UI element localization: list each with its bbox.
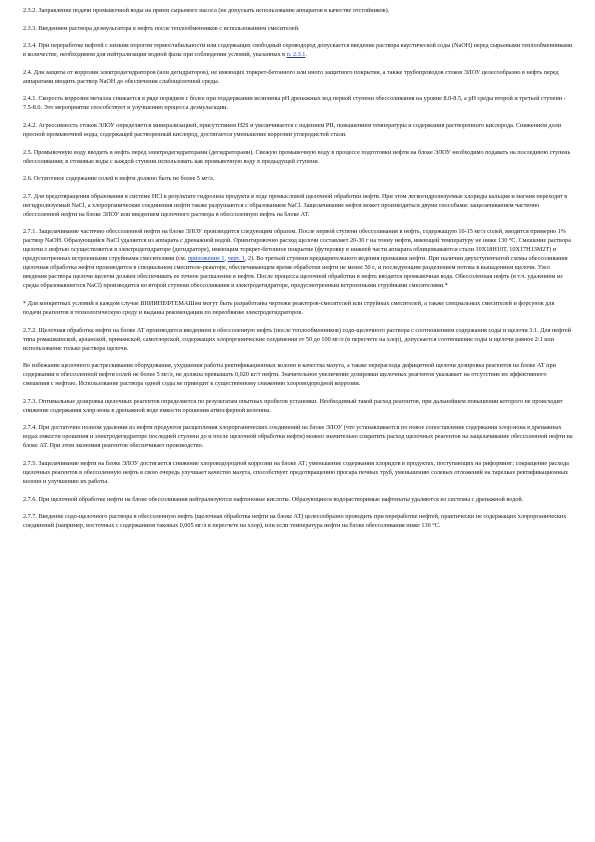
paragraph-text: 2.3.3. Введением раствора деэмульгатора в нефть после теплообменников с использованием смесителей.	[23, 24, 300, 32]
paragraph-text: 2.4.1. Скорость коррозии металла снижается в ряде порядков с более при поддержании величины pH дренажных вод первой ступени обессоливания на уровне 8.0-8.5, а pH среды второй и третьей ступени - 7.5-8.0. Это мероприятие способствует и улучшению процесса деэмульгации.	[23, 95, 566, 112]
cross-reference-link[interactable]: п. 2.3.1	[286, 51, 306, 59]
cross-reference-link[interactable]: черт. 1	[227, 255, 245, 263]
paragraph	[23, 423, 573, 450]
paragraph	[23, 121, 573, 139]
paragraph-text: 2.7.1. Защелачивание частично обессоленной нефти на блоке ЭЛОУ производится следующим образом. После первой ступени обессоливания в нефть, содержащую 10-15 мг/л солей, вводится примерно 1% раствор NaOH. Образующийся NaCl удаляется из аппарата с дренажной водой. Ориентировочно расход щелочи составляет 20-30 г на тонну нефти, имеющей температуру не ниже 130 °С. Смешение раствора щелочи с нефтью осуществляется в электродегидраторе (дегидраторе), имеющим торкрет-бетонное покрытие (футеровку в нижней части аппарата облицовываются стали 10Х18Н10Т, 10Х17Н13М2Т) и предусмотренных встроенными струйными смесителями (см.	[23, 228, 571, 263]
paragraph-text: 2.4.2. Агрессивность стоков ЭЛОУ определяется минерализацией, присутствием H2S и увеличивается с падением PH, повышением температуры и содержания растворенного кислорода. Снижением доли пресной промывочной воды, содержащей растворенный кислород, достигается уменьшение коррозии углеродистой стали.	[23, 121, 562, 138]
paragraph	[23, 6, 573, 15]
paragraph-text: 2.7.7. Введение содо-щелочного раствора в обессоленную нефть (щелочная обработка нефти на блоке АТ) целесообразно проводить при переработке нефтей, практически не содержащих хлорорганических соединений (например, восточных с содержанием таковых 0,005 мг/л в пересчете на хлор), или если температура нефти на блоке обессоливания ниже 130 °С.	[23, 513, 567, 530]
paragraph-text: .	[305, 51, 307, 59]
paragraph-text: ,	[224, 255, 228, 263]
paragraph	[23, 459, 573, 486]
paragraph-text: Во избежание щелочного растрескивания оборудования, ухудшения работы ректификационных колонн и качества мазута, а также перерасхода дефицитной щелочи дозировка реагентов на блоке АТ при содержании в обессоленной нефти солей не более 5 мг/л, не должна превышать 0,020 кг/т нефти. Значительное увеличение дозировки щелочных реагентов указывает на отсутствие их эффективного смешения с нефтью. Использование раствора одной соды не приводит к существенному снижению хлороводородной коррозии.	[23, 362, 556, 388]
paragraph	[23, 512, 573, 530]
paragraph	[23, 24, 573, 33]
paragraph	[23, 192, 573, 219]
paragraph-text: 2.4. Для защиты от коррозии электродегидраторов (или дегидраторов), не имеющих торкрет-бетонного или иного защитного покрытия, а также трубопроводов стоков ЭЛОУ целесообразно в нефть перед аппаратами вводить раствор NaOH до обеспечения слабощелочной среды.	[23, 68, 559, 85]
paragraph-text: 2.7. Для предотвращения образования в системе HCl в результате гидролиза продукта в ходе промысловой щелочной обработки нефти. При этом легкогидролизуемые хлориды кальция и магния переходят в негидролизуемый NaCl, а хлорорганические соединения нефти также разрушаются с образованием NaCl. Защелачивание нефти может производиться двумя способами: защелачиванием частично обессоленной нефти на блоке ЭЛОУ или введением щелочного раствора в обессоленную нефть на блоке АТ.	[23, 192, 568, 218]
paragraph-text: 2.7.2. Щелочная обработка нефти на блоке АТ производится введением в обессоленную нефть (после теплообменников) содо-щелочного раствора с соотношением содержания соды и щелочи 3:1. Для нефтей типа ромашкинской, арланской, приманской, самотлорской, содержащих хлорорганические соединения от 50 до 100 мг/л (в пересчете на хлор), допускается соотношение соды и щелочи равное 2:1 или использование только раствора щелочи.	[23, 326, 571, 352]
paragraph-text: * Для конкретных условий в каждом случае ВНИИНЕФТЕМАШем могут быть разработаны чертежи реакторов-смесителей или струйных смесителей, а также специальных смесителей и форсунок для подачи реагентов в технологическую среду и выданы рекомендации по переобвязке электродегидраторов.	[23, 299, 555, 316]
paragraph-text: 2.6. Остаточное содержание солей в нефти должно быть не более 5 мг/л.	[23, 175, 215, 183]
document-body	[23, 6, 573, 539]
paragraph	[23, 68, 573, 86]
paragraph-text: 2.7.4. При достаточно полном удалении из нефти продуктов расщепления хлорорганических соединений на блоке ЭЛОУ (что устанавливается по новое сопоставление содержания хлор-иона в дренажных водах емкости орошения и электродегидраторе последней ступени до и после щелочной обработки нефти) можно значительно сократить расход щелочных реагентов на защелачивание обессоленной нефти на блоке АТ. При этом экономия реагентов обеспечивает производство.	[23, 424, 573, 450]
paragraph-text: 2.7.3. Оптимальные дозировка щелочных реагентов определяется по результатам опытных пробегов установки. Необходимый такой расход реагентов, при дальнейшем повышении которого не происходит снижение содержания хлор-иона в дренажной воде емкости орошения атмосферной колонны.	[23, 397, 563, 414]
paragraph	[23, 326, 573, 353]
paragraph	[23, 148, 573, 166]
paragraph	[23, 495, 573, 504]
paragraph-text: , 2). Во третьей ступени предварительного ведения промывки нефти. При наличии двухступенчатой схемы обессоливания щелочная обработка нефти производится в специальном смесителе-реакторе, обеспечивающем время обработки нефти не менее 50 с, и последующим разделением потока в выпадением щелочи. Узел введения раствора щелочи щелочи должен обеспечивать ее точное распыление в нефти. После процесса щелочной обработки в нефть вводится промывочная вода. Обессоленная нефть (в т.ч. удалением из среды образовавшегося NaCl) производится во второй ступени обессоливания в электродегидраторе, предусмотренным встроенными струйными смесителями.*	[23, 255, 568, 290]
paragraph	[23, 227, 573, 290]
paragraph	[23, 299, 573, 317]
paragraph	[23, 41, 573, 59]
cross-reference-link[interactable]: приложение 1	[187, 255, 225, 263]
paragraph-text: 2.7.6. При щелочной обработке нефти на блоке обессоливания нейтрализуются нафтеновые кислоты. Образующиеся водорастворимые нафтенаты удаляются из системы с дренажной водой.	[23, 495, 524, 503]
paragraph	[23, 361, 573, 388]
paragraph-text: 2.3.4. При переработке нефтей с низким порогом термостабильности или содержащих свободный сероводород допускается введение раствора каустической соды (NaOH) перед сырьевыми теплообменниками в количестве, необходимом для нейтрализации водной фазы при соблюдении условий, указанных в	[23, 42, 573, 59]
paragraph-text: 2.7.5. Защелачивание нефти на блоке ЭЛОУ достигается снижение хлороводородной коррозии на блоке АТ; уменьшение содержания хлоридов в продуктах, поступающих на риформинг; сокращение расхода щелочных реагентов в обессоленную нефть в свою очередь улучшает качество мазута, способствует предотвращению прогара печных труб, уменьшению солевых отложений на тарелках ректификационных колонн и улучшению их работы.	[23, 459, 569, 485]
paragraph	[23, 397, 573, 415]
paragraph-text: 2.5. Промывочную воду вводить в нефть перед электродегидраторами (дегидраторами). Свежую промывочную воду в процессе подготовки нефти на блоке ЭЛОУ необходимо подавать на последнюю ступень обессоливания; в стоковые воды с каждой ступени использовать как промывочную воду в предыдущей ступени.	[23, 148, 571, 165]
paragraph	[23, 174, 573, 183]
paragraph-text: 2.3.2. Заправление подачи промывочной воды на прием сырьевого насоса (не допускать использование аппаратов в качестве отстойников).	[23, 7, 390, 14]
paragraph	[23, 94, 573, 112]
